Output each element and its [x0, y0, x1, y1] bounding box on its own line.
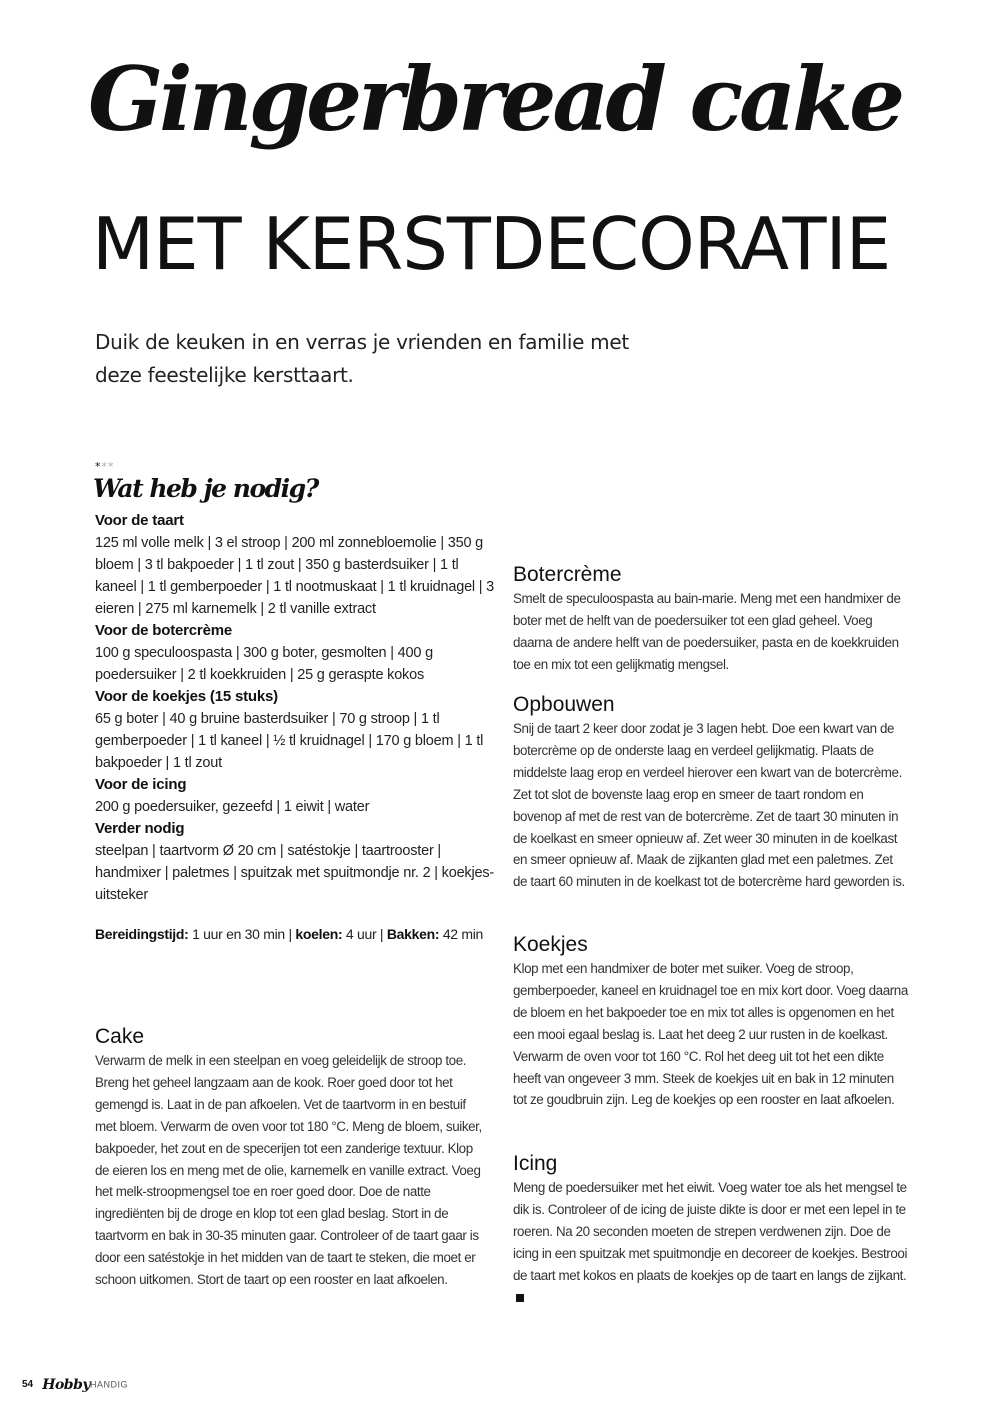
group-text: 65 g boter | 40 g bruine basterdsuiker | 70 g stroop | 1 tl gemberpoeder | 1 tl kaneel | ½ tl kruidnagel | 170 g bloem | 1 tl bakpoeder | 1 tl zout — [95, 711, 484, 771]
intro-text — [95, 326, 655, 392]
difficulty-stars — [95, 460, 115, 473]
end-square-icon — [516, 1294, 524, 1302]
section-text: Smelt de speculoospasta au bain-marie. Meng met een handmixer de boter met de helft van de poedersuiker tot een glad geheel. Voeg daarna de andere helft van de poedersuiker, pasta en de koekkruiden toe en mix tot een gelijkmatig mengsel. — [513, 591, 901, 672]
title-script: Gingerbread cake — [88, 47, 902, 151]
section-text: Klop met een handmixer de boter met suiker. Voeg de stroop, gemberpoeder, kaneel en kruidnagel toe en mix kort door. Voeg daarna de bloem en het bakpoeder toe en mix tot alles is opgenomen en het een mooi egaal beslag is. Laat het deeg 2 uur rusten in de koelkast. Verwarm de oven voor tot 160 °C. Rol het deeg uit tot het een dikte heeft van ongeveer 3 mm. Steek de koekjes uit en bak in 12 minuten tot ze goudbruin zijn. Leg de koekjes op een rooster en laat afkoelen. — [513, 961, 908, 1108]
section-heading: Icing — [513, 1152, 558, 1175]
section-text: Snij de taart 2 keer door zodat je 3 lagen hebt. Doe een kwart van de botercrème op de onderste laag en verdeel gelijkmatig. Plaats de middelste laag erop en verdeel hierover een kwart van de botercrème. Zet tot slot de bovenste laag erop en smeer de taart rondom en bovenop af met de rest van de botercrème. Zet de taart 30 minuten in de koelkast en smeer opnieuw af. Zet weer 30 minuten in de koelkast en smeer opnieuw af. Maak de zijkanten glad met een paletmes. Zet de taart 60 minuten in de koelkast tot de botercrème hard geworden is. — [513, 721, 905, 890]
group-heading: Verder nodig — [95, 820, 185, 837]
section-koekjes — [513, 932, 910, 1111]
group-heading: Voor de icing — [95, 776, 187, 793]
group-heading: Voor de botercrème — [95, 622, 232, 639]
needs-title: Wat heb je nodig? — [93, 474, 318, 503]
star-off: ** — [101, 460, 115, 473]
section-cake — [95, 1024, 487, 1291]
cool-value: 4 uur | — [342, 926, 387, 942]
group-text: 100 g speculoospasta | 300 g boter, gesmolten | 400 g poedersuiker | 2 tl koekkruiden | 25 g geraspte kokos — [95, 645, 433, 683]
section-heading: Botercrème — [513, 563, 622, 586]
section-icing — [513, 1151, 910, 1308]
bake-label: Bakken: — [386, 926, 440, 942]
cool-label: koelen: — [295, 926, 343, 942]
section-heading: Koekjes — [513, 933, 588, 956]
group-heading: Voor de koekjes (15 stuks) — [95, 688, 278, 705]
group-text: 200 g poedersuiker, gezeefd | 1 eiwit | water — [95, 799, 370, 815]
magazine-logo: Hobby — [42, 1376, 90, 1393]
section-botercreme — [513, 562, 910, 676]
section-heading: Opbouwen — [513, 693, 615, 716]
section-heading: Cake — [95, 1025, 145, 1048]
magazine-logo-sub: HANDIG — [90, 1379, 129, 1390]
section-text: Meng de poedersuiker met het eiwit. Voeg water toe als het mengsel te dik is. Controleer of de icing de juiste dikte is door er met een lepel in te roeren. Na 20 seconden moeten de strepen verdwenen zijn. Doe de icing in een spuitzak met spuitmondje en decoreer de koekjes. Bestrooi de taart met kokos en plaats de koekjes op de taart en langs de zijkant. — [513, 1180, 908, 1283]
group-heading: Voor de taart — [95, 512, 184, 529]
section-text: Verwarm de melk in een steelpan en voeg geleidelijk de stroop toe. Breng het geheel langzaam aan de kook. Roer goed door tot het gemengd is. Laat in de pan afkoelen. Vet de taartvorm in en bestuif met bloem. Verwarm de oven voor tot 180 °C. Meng de bloem, suiker, bakpoeder, het zout en de specerijen tot een zanderige textuur. Klop de eieren los en meng met de olie, karnemelk en vanille extract. Voeg het melk-stroopmengsel toe en roer goed door. Doe de natte ingrediënten bij de droge en klop tot een glad beslag. Stort in de taartvorm en bak in 30-35 minuten gaar. Controleer of de taart gaar is door een satéstokje in het midden van de taart te steken, die moet er schoon uitkomen. Stort de taart op een rooster en laat afkoelen. — [95, 1053, 482, 1288]
group-text: steelpan | taartvorm Ø 20 cm | satéstokje | taartrooster | handmixer | paletmes | spuitzak met spuitmondje nr. 2 | koekjes-uitsteker — [95, 843, 495, 903]
section-opbouwen — [513, 692, 910, 893]
bake-value: 42 min — [439, 926, 484, 942]
intro-line: deze feestelijke kersttaart. — [95, 363, 354, 387]
section-text-wrap — [513, 1177, 910, 1308]
prep-value: 1 uur en 30 min | — [188, 926, 296, 942]
group-text: 125 ml volle melk | 3 el stroop | 200 ml zonnebloemolie | 350 g bloem | 3 tl bakpoeder | 1 tl zout | 350 g basterdsuiker | 1 tl kaneel | 1 tl gemberpoeder | 1 tl nootmuskaat | 1 tl kruidnagel | 3 eieren | 275 ml karnemelk | 2 tl vanille extract — [95, 535, 495, 617]
page-footer — [22, 1374, 128, 1394]
page-number: 54 — [22, 1379, 34, 1390]
timing-line — [95, 926, 495, 942]
star-on: * — [95, 460, 102, 473]
title-subtitle: MET KERSTDECORATIE — [92, 202, 891, 286]
prep-label: Bereidingstijd: — [95, 926, 189, 942]
intro-line: Duik de keuken in en verras je vrienden en familie met — [95, 330, 629, 354]
ingredients-list — [95, 510, 495, 906]
